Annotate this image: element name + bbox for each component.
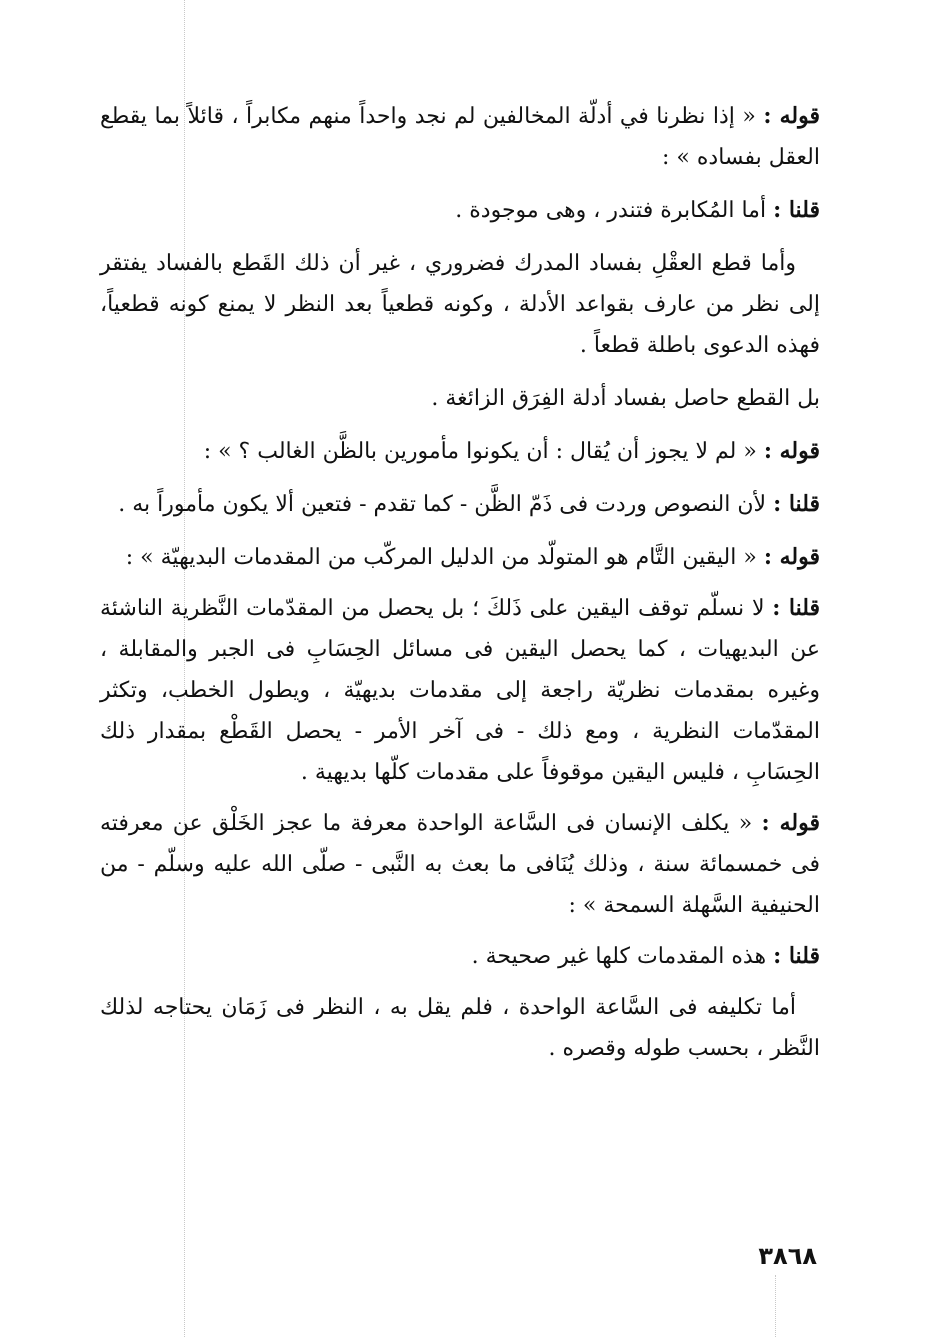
paragraph-lead: قوله :	[761, 810, 820, 836]
paragraph	[100, 190, 820, 231]
paragraph-lead: قلنا :	[773, 197, 820, 223]
paragraph-text: أما المُكابرة فتندر ، وهى موجودة .	[455, 198, 774, 223]
paragraph	[100, 484, 820, 525]
paragraph	[100, 243, 820, 366]
paragraph-lead: قلنا :	[772, 595, 821, 621]
paragraph	[100, 588, 820, 793]
paragraph-lead: قوله :	[763, 544, 820, 570]
paragraph	[100, 431, 820, 472]
paragraph	[100, 803, 820, 926]
paragraph	[100, 987, 820, 1069]
page-number: ٣٨٦٨	[758, 1242, 817, 1270]
paragraph-text: أما تكليفه فى السَّاعة الواحدة ، فلم يقل به ، النظر فى زَمَان يحتاجه لذلك النَّظر ، بحسب طوله وقصره .	[100, 995, 820, 1061]
paragraph-text: بل القطع حاصل بفساد أدلة الفِرَق الزائغة .	[431, 386, 820, 411]
paragraph-text: لا نسلّم توقف اليقين على ذَلكَ ؛ بل يحصل من المقدّمات النَّظرية الناشئة عن البديهيات ، كما يحصل اليقين فى مسائل الحِسَابِ فى الجبر والمقابلة ، وغيره بمقدمات نظريّة راجعة إلى مقدمات بديهيّة ، ويطول الخطب، وتكثر المقدّمات النظرية ، ومع ذلك - فى آخر الأمر - يحصل القَطْع بمقدار ذلك الحِسَابِ ، فليس اليقين موقوفاً على مقدمات كلّها بديهية .	[100, 596, 820, 785]
body-text	[100, 96, 820, 1079]
paragraph-lead: قوله :	[763, 103, 820, 129]
paragraph	[100, 936, 820, 977]
paragraph-text: « يكلف الإنسان فى السَّاعة الواحدة معرفة ما عجز الخَلْق عن معرفته فى خمسمائة سنة ، وذلك يُنَافى ما بعث به النَّبى - صلّى الله عليه وسلّم - من الحنيفية السَّهلة السمحة » :	[100, 811, 820, 918]
paragraph-lead: قلنا :	[773, 491, 820, 517]
paragraph-text: « اليقين التَّام هو المتولّد من الدليل المركّب من المقدمات البديهيّة » :	[125, 545, 764, 570]
paragraph	[100, 378, 820, 419]
paragraph-text: « لم لا يجوز أن يُقال : أن يكونوا مأمورين بالظَّن الغالب ؟ » :	[203, 439, 764, 464]
paragraph-lead: قوله :	[763, 438, 820, 464]
paragraph-text: لأن النصوص وردت فى ذَمّ الظَّن - كما تقدم - فتعين ألا يكون مأموراً به .	[118, 492, 774, 517]
paragraph	[100, 96, 820, 178]
paragraph-text: وأما قطع العقْلِ بفساد المدرك فضروري ، غير أن ذلك القَطع بالفساد يفتقر إلى نظر من عارف بقواعد الأدلة ، وكونه قطعياً بعد النظر لا يمنع كونه قطعياً، فهذه الدعوى باطلة قطعاً .	[100, 251, 820, 358]
paragraph-lead: قلنا :	[773, 943, 820, 969]
paragraph-text: « إذا نظرنا في أدلّة المخالفين لم نجد واحداً منهم مكابراً ، قائلاً بما يقطع العقل بفساده » :	[100, 104, 820, 170]
page-fold-mark-bottom	[775, 1275, 776, 1337]
paragraph-text: هذه المقدمات كلها غير صحيحة .	[471, 944, 774, 969]
paragraph	[100, 537, 820, 578]
